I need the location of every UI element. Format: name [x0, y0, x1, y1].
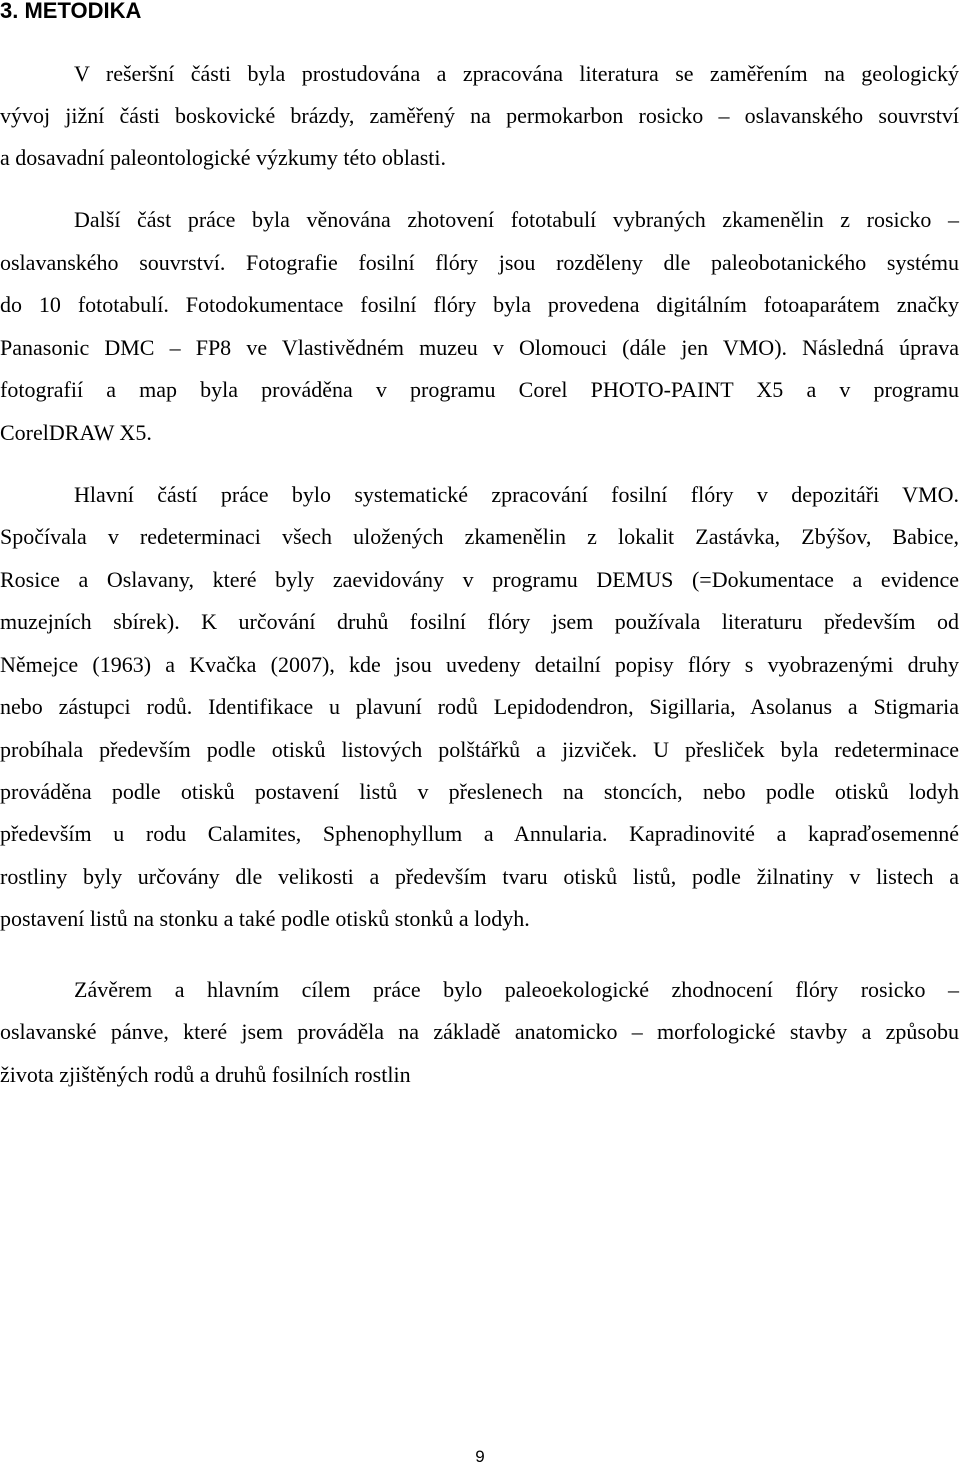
section-heading: 3. METODIKA — [0, 0, 142, 23]
paragraph-line: oslavanské pánve, které jsem prováděla na základě anatomicko – morfologické stavby a způsobu — [0, 1019, 959, 1044]
paragraph-line: fotografií a map byla prováděna v programu Corel PHOTO-PAINT X5 a v programu — [0, 377, 959, 402]
paragraph-line: Hlavní částí práce bylo systematické zpracování fosilní flóry v depozitáři VMO. — [74, 482, 959, 507]
paragraph-line: Panasonic DMC – FP8 ve Vlastivědném muzeu v Olomouci (dále jen VMO). Následná úprava — [0, 335, 959, 360]
paragraph-line: CorelDRAW X5. — [0, 420, 152, 445]
paragraph-line: především u rodu Calamites, Sphenophyllum a Annularia. Kapradinovité a kapraďosemenné — [0, 821, 959, 846]
paragraph-line: rostliny byly určovány dle velikosti a především tvaru otisků listů, podle žilnatiny v listech a — [0, 864, 959, 889]
paragraph-line: oslavanského souvrství. Fotografie fosilní flóry jsou rozděleny dle paleobotanického systému — [0, 250, 959, 275]
paragraph-line: Němejce (1963) a Kvačka (2007), kde jsou uvedeny detailní popisy flóry s vyobrazenými druhy — [0, 652, 959, 677]
paragraph-line: Závěrem a hlavním cílem práce bylo paleoekologické zhodnocení flóry rosicko – — [74, 977, 959, 1002]
paragraph-line: života zjištěných rodů a druhů fosilních rostlin — [0, 1062, 411, 1087]
paragraph-line: vývoj jižní části boskovické brázdy, zaměřený na permokarbon rosicko – oslavanského souvrství — [0, 103, 959, 128]
paragraph-line: postavení listů na stonku a také podle otisků stonků a lodyh. — [0, 906, 530, 931]
paragraph-line: prováděna podle otisků postavení listů v přeslenech na stoncích, nebo podle otisků lodyh — [0, 779, 959, 804]
paragraph-line: V rešeršní části byla prostudována a zpracována literatura se zaměřením na geologický — [74, 61, 959, 86]
paragraph-line: Rosice a Oslavany, které byly zaevidovány v programu DEMUS (=Dokumentace a evidence — [0, 567, 959, 592]
paragraph-line: nebo zástupci rodů. Identifikace u plavuní rodů Lepidodendron, Sigillaria, Asolanus a Stigmaria — [0, 694, 959, 719]
paragraph-line: do 10 fototabulí. Fotodokumentace fosilní flóry byla provedena digitálním fotoaparátem značky — [0, 292, 959, 317]
paragraph-line: Spočívala v redeterminaci všech uložených zkamenělin z lokalit Zastávka, Zbýšov, Babice, — [0, 524, 959, 549]
paragraph-line: Další část práce byla věnována zhotovení fototabulí vybraných zkamenělin z rosicko – — [74, 207, 959, 232]
page-number: 9 — [475, 1447, 485, 1466]
paragraph-line: probíhala především podle otisků listových polštářků a jizviček. U přesliček byla redeterminace — [0, 737, 959, 762]
paragraph-line: muzejních sbírek). K určování druhů fosilní flóry jsem používala literaturu především od — [0, 609, 959, 634]
paragraph-line: a dosavadní paleontologické výzkumy této oblasti. — [0, 145, 447, 170]
